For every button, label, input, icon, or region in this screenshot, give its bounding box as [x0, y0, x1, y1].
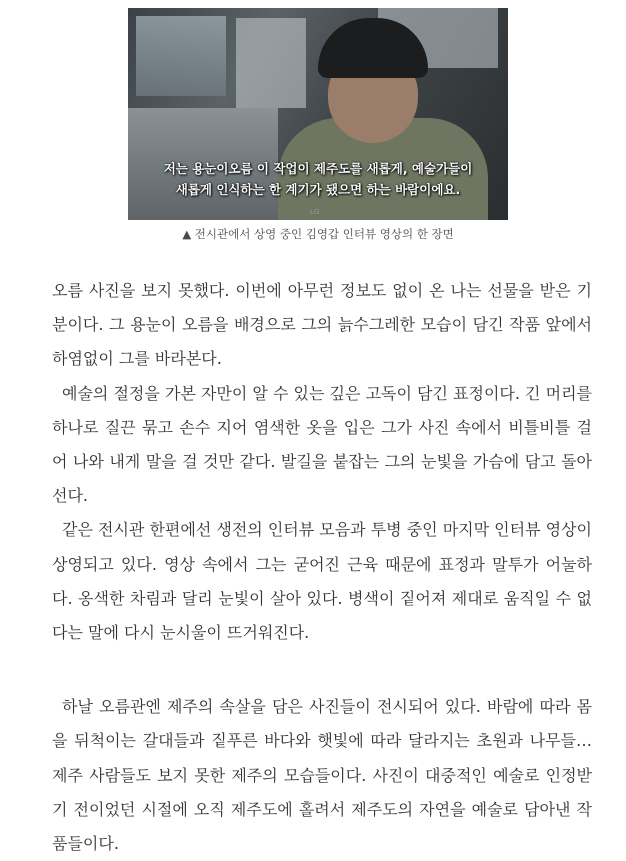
interview-video-photo [128, 8, 508, 220]
poster-bg [236, 18, 306, 108]
paragraph-3: 같은 전시관 한편에선 생전의 인터뷰 모음과 투병 중인 마지막 인터뷰 영상이 상영되고 있다. 영상 속에서 그는 굳어진 근육 때문에 표정과 말투가 어눌하다. 옹색한 차림과 달리 눈빛이 살아 있다. 병색이 짙어져 제대로 움직일 수 없다는 말에 다시 눈시울이 뜨거워진다. [52, 520, 592, 643]
paragraph-4: 하날 오름관엔 제주의 속살을 담은 사진들이 전시되어 있다. 바람에 따라 몸을 뒤척이는 갈대들과 짙푸른 바다와 햇빛에 따라 달라지는 초원과 나무들… 제주 사람들도 보지 못한 제주의 모습들이다. 사진이 대중적인 예술로 인정받기 전이었던 시절에 오직 제주도에 홀려서 제주도의 자연을 예술로 담아낸 작품들이다. [52, 697, 592, 854]
video-subtitle [128, 158, 508, 200]
tv-brand-logo: LG [310, 208, 320, 216]
paragraph-gap [52, 650, 592, 690]
photo-caption: ▲ 전시관에서 상영 중인 김영갑 인터뷰 영상의 한 장면 [182, 227, 454, 241]
paragraph-1: 오름 사진을 보지 못했다. 이번에 아무런 정보도 없이 온 나는 선물을 받은 기분이다. 그 용눈이 오름을 배경으로 그의 늙수그레한 모습이 담긴 작품 앞에서 하염없이 그를 바라본다. [52, 281, 592, 369]
window-bg [136, 16, 226, 96]
subtitle-line-1: 저는 용눈이오름 이 작업이 제주도를 새롭게, 예술가들이 [163, 161, 473, 176]
paragraph-2: 예술의 절정을 가본 자만이 알 수 있는 깊은 고독이 담긴 표정이다. 긴 머리를 하나로 질끈 묶고 손수 지어 염색한 옷을 입은 그가 사진 속에서 비틀비틀 걸어 나와 내게 말을 걸 것만 같다. 발길을 붙잡는 그의 눈빛을 가슴에 담고 돌아선다. [52, 383, 592, 506]
article-body [52, 274, 592, 861]
subtitle-line-2: 새롭게 인식하는 한 계기가 됐으면 하는 바람이에요. [175, 182, 461, 197]
